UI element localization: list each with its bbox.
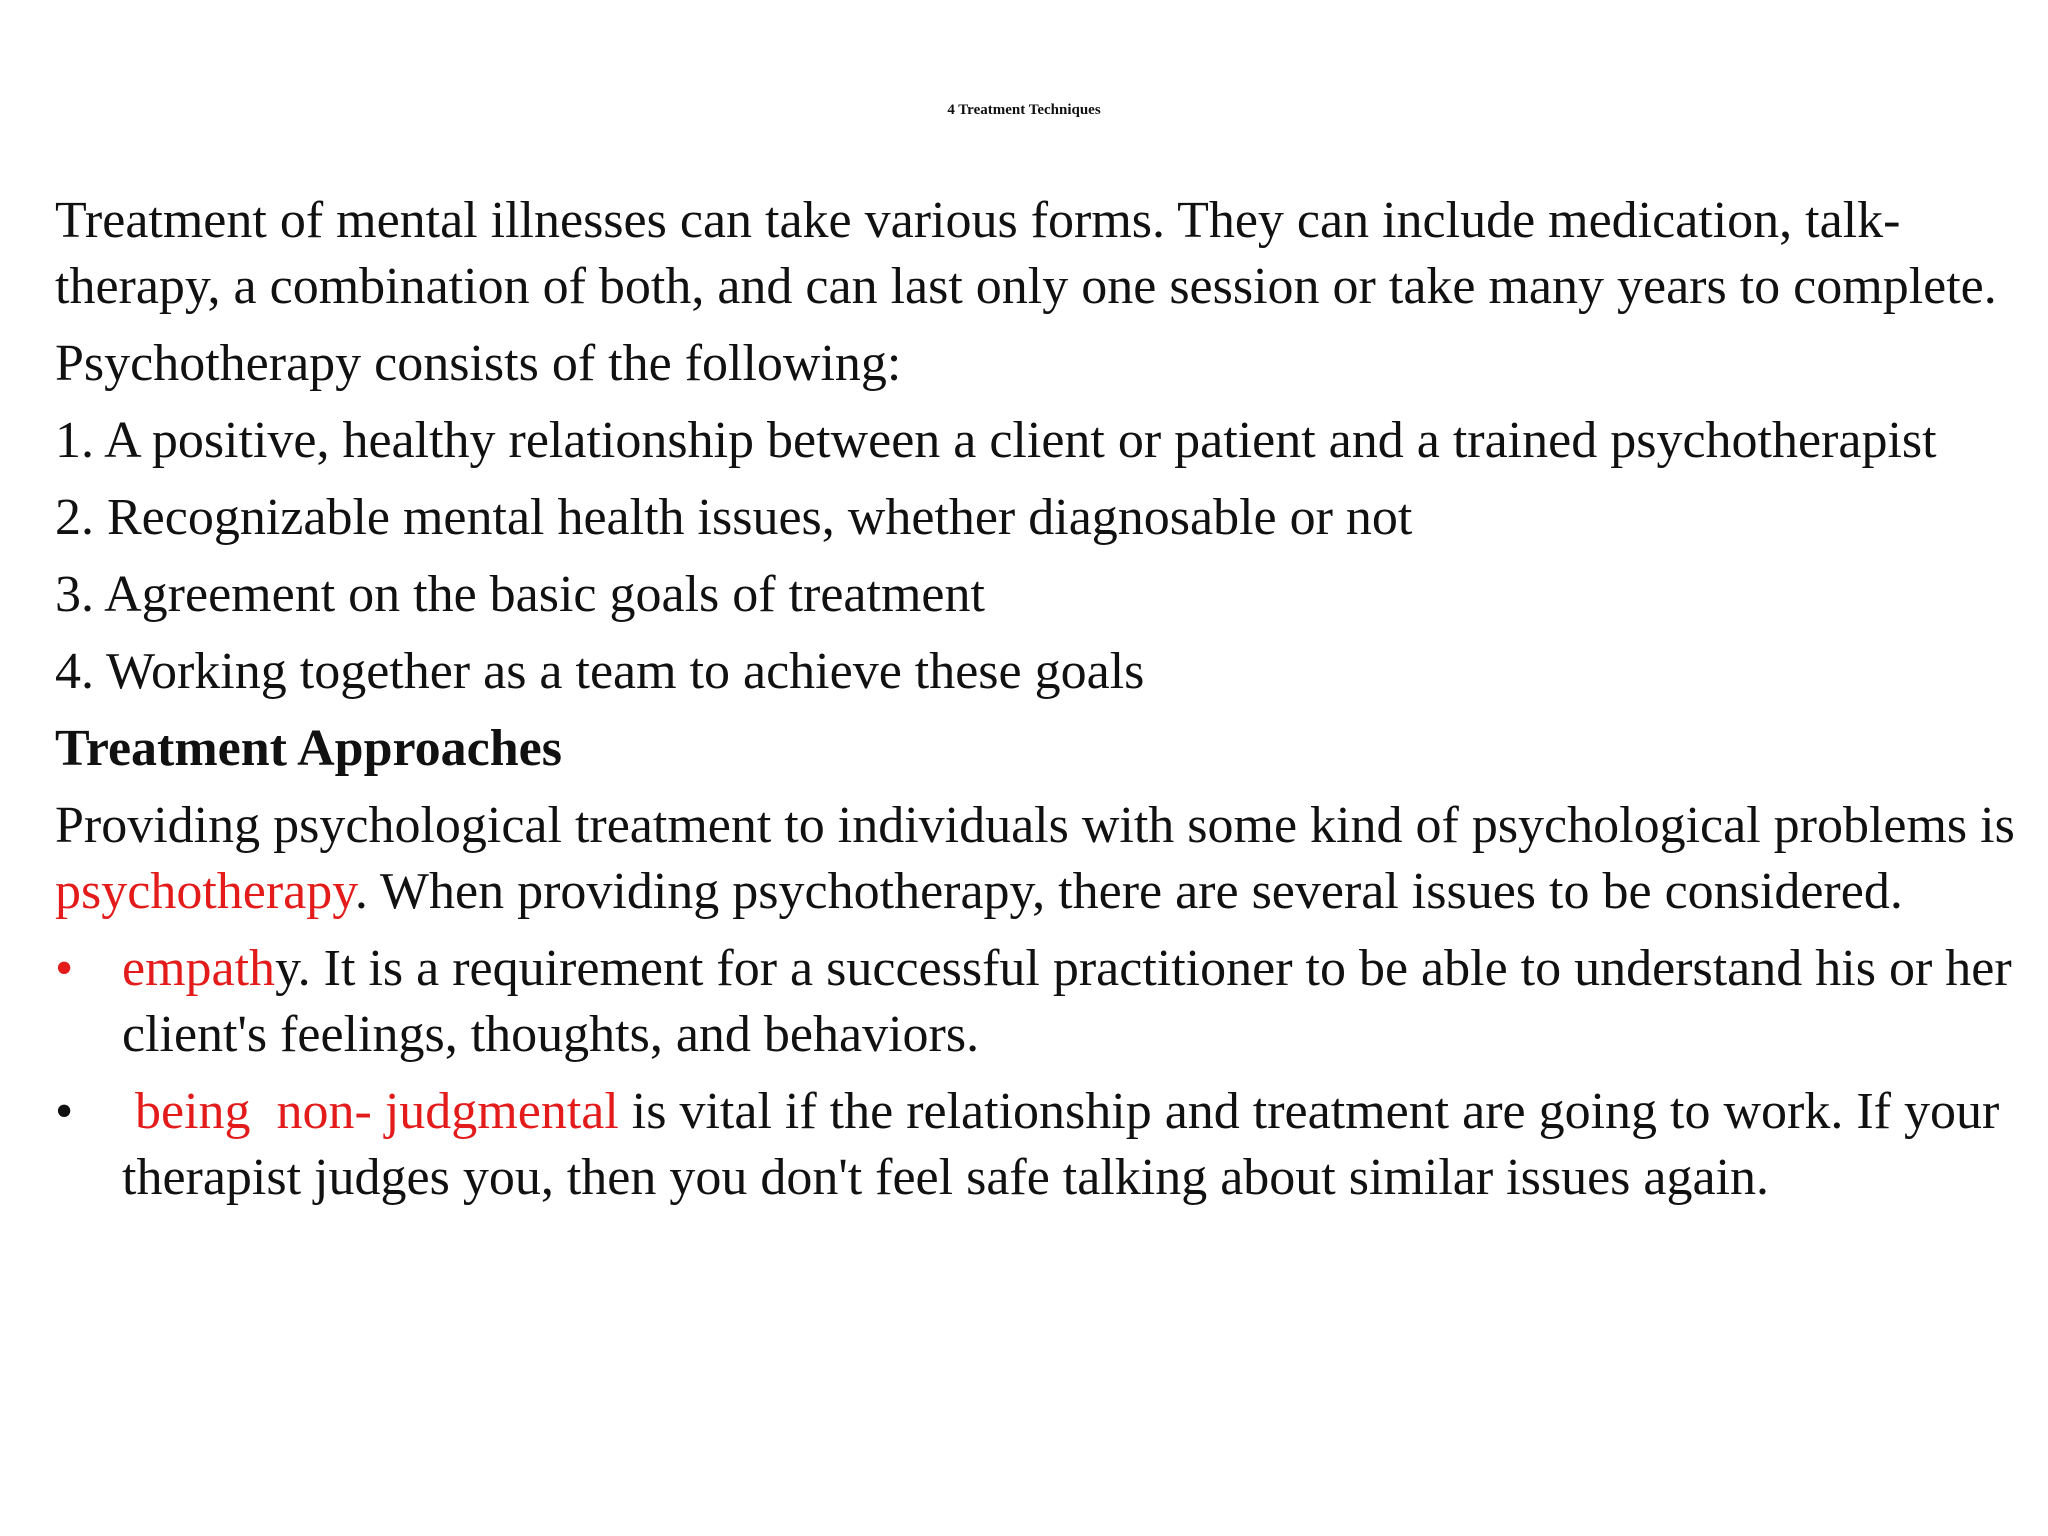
psychotherapy-term: psychotherapy (55, 863, 355, 920)
bullet-dot-icon: • (55, 1083, 74, 1140)
approaches-text-before: Providing psychological treatment to individuals with some kind of psychological problems is (55, 797, 2015, 854)
bullet-item-empathy (55, 936, 2015, 1068)
approaches-paragraph (55, 793, 2015, 925)
bullet-dot-icon: • (55, 940, 74, 997)
page-header-title: 4 Treatment Techniques (947, 102, 1101, 118)
bullet-item-non-judgmental (55, 1079, 2015, 1211)
psychotherapy-intro: Psychotherapy consists of the following: (55, 335, 902, 392)
component-item-2: 2. Recognizable mental health issues, whether diagnosable or not (55, 489, 1413, 546)
non-judgmental-term: being non- judgmental (122, 1083, 619, 1140)
slide-content (55, 188, 2015, 1222)
section-heading: Treatment Approaches (55, 720, 562, 777)
component-item-3: 3. Agreement on the basic goals of treatment (55, 566, 985, 623)
component-item-1: 1. A positive, healthy relationship between a client or patient and a trained psychotherapist (55, 412, 1937, 469)
component-item-4: 4. Working together as a team to achieve these goals (55, 643, 1145, 700)
non-judgmental-text: is vital if the relationship and treatment are going to work. If your therapist judges you, then you don't feel safe talking about similar issues again. (122, 1083, 2000, 1206)
empathy-text: y. It is a requirement for a successful practitioner to be able to understand his or her client's feelings, thoughts, and behaviors. (122, 940, 2012, 1063)
approaches-text-after: . When providing psychotherapy, there are several issues to be considered. (354, 863, 1903, 920)
intro-paragraph: Treatment of mental illnesses can take various forms. They can include medication, talk- therapy, a combination of both, and can last only one session or take many years to complete. (55, 192, 1997, 315)
empathy-term: empath (122, 940, 276, 997)
